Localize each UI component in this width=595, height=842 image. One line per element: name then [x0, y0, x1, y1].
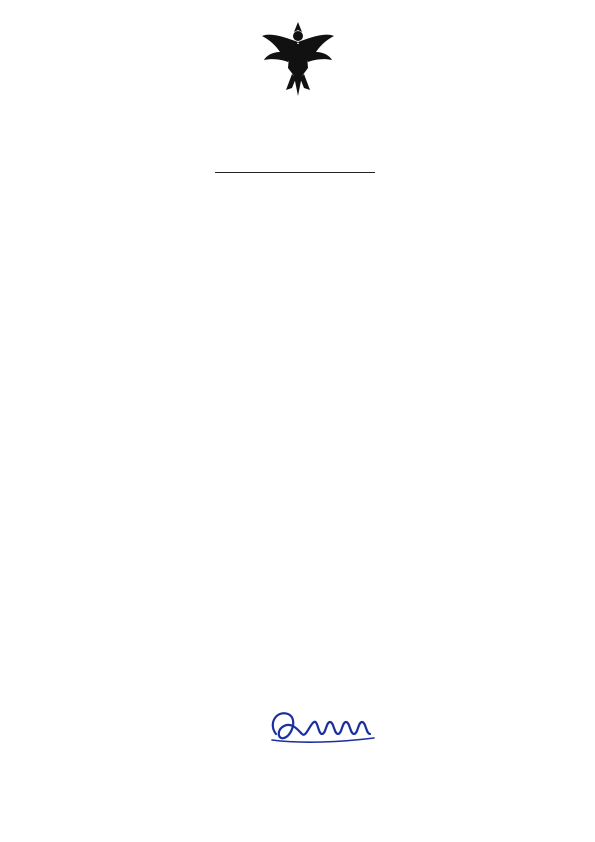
handwritten-signature [262, 700, 382, 752]
garuda-emblem-icon [258, 18, 338, 98]
divider-line [215, 172, 375, 173]
